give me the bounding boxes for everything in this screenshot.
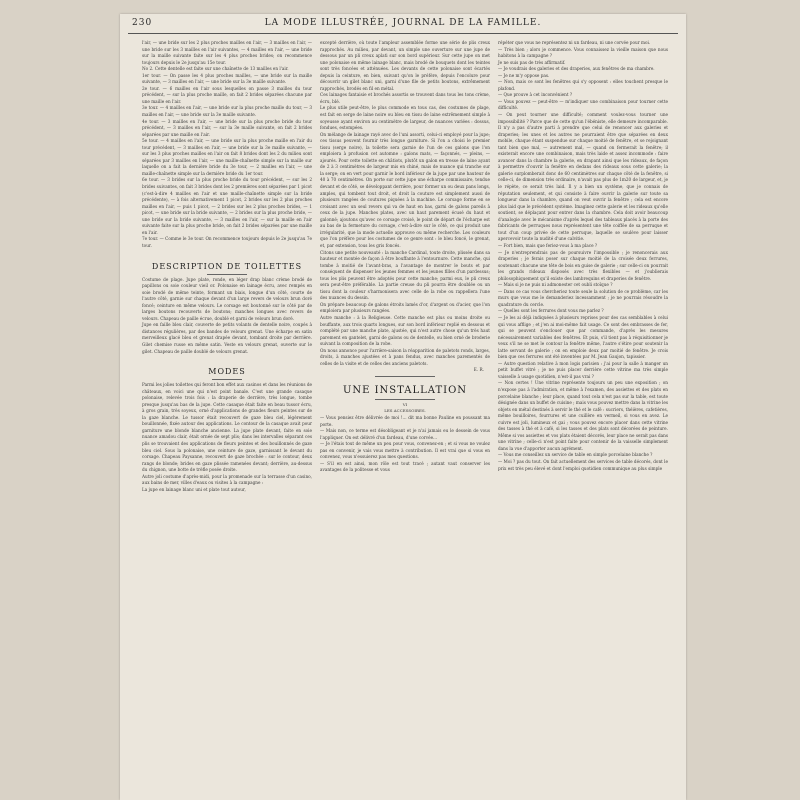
column-middle bbox=[320, 40, 490, 474]
paragraph: — S'il en est ainsi, mon rôle est tout tracé ; autant vaut conserver les avantages de la politesse et vous bbox=[320, 460, 490, 473]
paragraph: 6e tour. — 3 brides sur la plus proche bride du tour précédent, — sur les 2 brides suivantes, on fait 3 brides dont les 2 premières sont séparées par 1 picot (c'est-à-dire 4 mailles en l'air et une maille-chaînette simple sur la bride précédente), — à fois alternativement 1 picot, 2 brides sur les 2 plus proches mailles en l'air, — puis 1 picot, — 2 brides sur les 2 plus proches brides, — 1 picot, — une bride sur la bride suivante, — 2 brides sur la plus proche bride, — une bride sur la bride suivante, — 3 mailles en l'air, — sur la maille en l'air suivante faite sur la plus proche bride, on fait 2 brides séparées par une maille en l'air. bbox=[142, 177, 312, 235]
paragraph: — Je n'entreprendrais pas de poursuivre l'impossible ; je renoncerais aux draperies ; je ferais poser sur chaque moitié de la croisée deux ferrures, soutenant chacune une tête de bois en guise de galerie ; sur celle-ci on pourrait les grands rideaux disposés avec très flexibles — et j'oublierais philosophiquement qu'il existe des lambrequins et draperies de fenêtre. bbox=[498, 249, 669, 281]
signature: E. R. bbox=[473, 367, 484, 373]
paragraph: — Non certes ! Une vitrine représente toujours un peu une exposition ; on n'expose pas à l'admiration, et même à l'examen, des assiettes et des plats en porcelaine blanche ; leur place, quand tout cela n'est pas sur la table, est toute désignée dans un buffet de cuisine ; mais vous pouvez mettre dans la vitrine les objets en métal destinés à servir le thé et le café : sucriers, théières, cafetières, même bouilloires, fourrures et une cuillère en vermeil, si vous en avez. Le cuivre est joli, lumineux et gai ; vous pouvez encore placer dans cette vitrine des tasses à thé et à café, si les tasses et des plats sont décorées de peinture. Même si vos assiettes et vos plats étaient décorés, leur place ne serait pas dans une vitrine ; celle-ci n'est point faite pour contenir de la vaisselle simplement dans la vue d'apporter aucun agrément. bbox=[498, 380, 668, 451]
paragraph: — Autre question relative à mon logis parisien : j'ai pour la salle à manger un petit buffet vitré ; je ne puis placer derrière cette vitrine ma très simple vaisselle à usage quotidien, n'est-il pas vrai ? bbox=[498, 360, 668, 379]
section-title-toilettes: DESCRIPTION DE TOILETTES bbox=[151, 261, 303, 271]
section-title-installation: UNE INSTALLATION bbox=[342, 384, 468, 396]
newspaper-page bbox=[120, 14, 686, 800]
paragraph: — Je voudrais des galeries et des draperies, aux fenêtres de ma chambre. bbox=[498, 66, 655, 72]
paragraph: 3e tour. — 4 mailles en l'air, — une bride sur la plus proche maille du tour, — 3 mailles en l'air, — une bride sur la 3e maille suivante. bbox=[142, 105, 312, 118]
paragraph: On mélange de lainage rayé avec de l'uni assorti, celui-ci employé pour la jupe; ces tissus peuvent fournir très longue garniture. Si l'on a choisi le premier tissu (serge noire), la toilette sera garnie de l'un de ces galons que l'on emploiera à profusion cet automne : galons mats, — façonnés, — pleins, — ajourés. Pour cette toilette en châtiots, plutôt un galon en tresse de laine ayant de 2 à 3 centimètres de largeur mis en chiné, mais de nuance qui tranche sur la serge; on en vert pour garnir le bord inférieur de la jupe par une hauteur de 40 à 70 centimètres. On porte sur cette jupe une écharpe commissaire, tendue devant et de côté, se développant derrière, pour former un ou deux pans longs, amples, qui tombent tout droit, et droit la couture est simplement aussi de plusieurs rangées de coutures piquées à la machine. Le corsage forme en se croisant avec un seul revers qui va de haut en bas, garni de galons pareils à ceux de la jupe. Manches plates, avec un haut parement écusé du haut et galonné; ajoutons qu'avec ce corsage croisé, le point de départ de l'écharpe est au bas de la fermeture du corsage, c'est-à-dire sur le côté, ce qui produit une irrégularité, que la mode actuelle approuve ou même recherche. Les couleurs que l'on préfère pour les costumes de ce genre sont : le bleu foncé, le grenat, et, par extension, tous les gris foncés. bbox=[320, 131, 490, 248]
paragraph: Je ne suis pas de très affirmatif. bbox=[498, 59, 566, 65]
paragraph: — Je l'étais tout de même un peu pour vous, convenez-en ; et si vous ne voulez pas en convenir, je vais vous mettre à contribution. Il est vrai que si vous en convenez, vous n'essuierez pas mes questions. bbox=[320, 441, 490, 460]
paragraph: 7e tour. — Comme le 3e tour. On recommence toujours depuis le 2e jusqu'au 7e tour. bbox=[142, 236, 312, 248]
paragraph: Le plus utile peut-être, le plus commode en tous cas, des costumes de plage, est fait en serge de laine noire ou bleu en tissu de laine extrêmement simple à soyeusse ayant environ au centimètre de largeur, de nuances variées : dossus, fondues, estompées. bbox=[320, 105, 490, 131]
paragraph: 5e tour. — 4 mailles en l'air, — une bride sur la plus proche maille en l'air du tour précédent, — 3 mailles en l'air, — une bride sur la 3e maille suivante, — sur les 3 plus proches mailles en l'air on fait 8 brides dont les 2 du milieu sont séparées par 3 mailles en l'air, — une maille-chaînette simple sur la maille sur laquelle on a fait la dernière bride du 3e tour, — 2 mailles en l'air, — une maille-chaînette simple sur la dernière bride du 1er tour. bbox=[142, 138, 312, 176]
paragraph: — Quelles sont les ferrures dont vous me parlez ? bbox=[498, 308, 604, 314]
chapter-subtitle: LES ACCESSOIRES. bbox=[384, 408, 426, 414]
paragraph: Ces lainages fantaisie et brochés assortis se trouvent dans tous les tons crème, écru, blé. bbox=[320, 92, 490, 104]
paragraph: On nous annonce pour l'arrière-saison la réapparition de paletots ronds, larges, droits, à manches ajustées et à pans fendus, avec manches parementés de celles de la visite et de celles des anciens paletots. bbox=[320, 347, 490, 366]
paragraph: — Mais non, ce terme est désobligeant et je n'ai jamais eu le dessein de vous l'appliquer. On est délivré d'un fardeau, d'une corvée... bbox=[320, 428, 490, 440]
paragraph: — Fort bien, mais que feriez-vous à ma place ? bbox=[498, 242, 598, 248]
paragraph: No 2. Cette dentelle est faite sur une chaînette de 13 mailles en l'air. bbox=[142, 66, 289, 72]
paragraph: — Mais si je ne puis ni admonester cet oubli stoïque ? bbox=[498, 282, 613, 288]
paragraph: — Je les ai déjà indiquées à plusieurs reprises pour des cas semblables à celui qui vous afflige ; et j'en ai moi-même fait usage. Ce sont des embrasses de fer, qui se peuvent s'enclouer que par commande, d'après les mesures nécessairement variables des fenêtres. Et puis, s'il tient pas à réquisitionner je veux s'il ne se met le contour la fenêtre même, l'autre s'étire pour soutenir la latte servant de galerie ; on en emploie deux par moitié de fenêtre. Je crois bien que ces ferrures ont été inventées par M. Jean Gaujon, tapissier. bbox=[498, 314, 668, 360]
paragraph: La jupe en lainage blanc uni et plate tout autour, bbox=[142, 486, 246, 492]
header-rule bbox=[128, 33, 678, 34]
paragraph: — Moi ? pas du tout. On fait actuellement des services de table décorés, dont le prix est très peu élevé et dont l'emploi quotidien communique au plus simple bbox=[498, 459, 668, 471]
paragraph: Costume de plage. Jupe plate, ronde, en léger drap blanc crème brodé de papillons ou soie couleur vieil or. Polonaise en lainage écru, avec rempés en soie brodé de même teinte, formant un biais, longue d'un côté, courte de l'autre côté, garnie sur chaque devant d'un large revers de velours brun doré foncé; ceinture en même velours. Le corsage est boutonné sur le côté par de larges boutons recouverts de boutons; manches longues avec revers de velours. Chapeau de paille écrue, doublé et garni de velours brun doré. bbox=[142, 276, 312, 321]
chapter-number: VI bbox=[402, 401, 408, 407]
page-header bbox=[128, 18, 678, 32]
section-rule bbox=[375, 399, 435, 400]
column-right bbox=[498, 40, 668, 472]
column-left bbox=[142, 40, 312, 493]
paragraph: — On peut tourner une difficulté; comment voulez-vous tourner une impossibilité ? Parce que de cette qu'un l'ébéniste, elle demeure incomparable. Il n'y a pas d'autre parti à prendre que celui de renoncer aux galeries et draperies; les unes et les autres ne pourraient être que séparées en deux mobile, chaque étant suspendue sur chaque moitié de fenêtre, et se rejoignant tant bien que mal, — autrement mal, — quand on fermerait la fenêtre; il existerait encore une combinaison, mais très laide et assez incommode : faire avancer dans la chambre la galerie, en drapant ainsi que les rideaux, de façon à permettre d'ouvrir la fenêtre en dedans des rideaux sous cette galerie; la galerie surplomberait donc de 60 centimètres sur chaque côté de la fenêtre, si celle-ci, de dimension très ordinaire, n'avait pas plus de 1m20 de largeur, et, je le répète, ce serait très laid. Il y a bien un système, que je connais de réputation seulement, et qui consiste à faire ouvrir la galerie sur toute sa longueur dans la chambre, quand on veut ouvrir la fenêtre ; cela est encore plus laid que le précédent système. Imaginez cette galerie et les rideaux qu'elle soutient, se déplaçant pour entrer dans la chambre. Cela doit avoir beaucoup d'analogie avec le mécanisme d'après lequel des tableaux placés à la porte des fabricants de perruques nous représentent une tête coiffée de sa perruque et tout d'un coup privée de cette perruque, laquelle se soulève pour laisser apercevoir toute la nudité d'une calvitie. bbox=[498, 112, 668, 242]
paragraph: — Je ne m'y oppose pas. bbox=[498, 72, 550, 78]
paragraph: — Vous me conseillez un service de table en simple porcelaine blanche ? bbox=[498, 452, 653, 458]
section-rule bbox=[207, 274, 247, 275]
section-rule bbox=[375, 376, 435, 377]
paragraph: — Vous pouvez — peut-être — m'indiquer une combinaison pour tourner cette difficulté. bbox=[498, 98, 668, 111]
section-title-modes: MODES bbox=[208, 367, 246, 377]
section-rule bbox=[212, 379, 242, 380]
paragraph: Jupe en faille bleu clair, couverte de petits volants de dentelle noire, coupés à distances régulières, par des bandes de velours grenat. Une écharpe en satin merveilleux glacé bleu et grenat drapée devant, tombant droite par derrière. Gilet chemise russe en même satin. Veste en velours grenat, ouverte sur le gilet. Chapeau de paille doublé de velours grenat. bbox=[142, 322, 312, 354]
paragraph: excepté derrière, où toute l'ampleur assemblée forme une série de plis creux rapprochés. Au milieu, par devant, un simple une ouverture sur une jupe de dessous par un pli creux aplati sur son bord supérieur. Sur cette jupe on met une polonaise en même lainage blanc, mais brodé de bouquets dont les teintes sont très foncées et atténuées. Les devants de cette polonaise sont écartés depuis la ceinture, en bien, suivant qu'on le préfère, depuis l'encolure pour découvrir un gilet blanc uni, garni d'une file de petits boutons, extrêmement rapprochés, brodés en fil en métal. bbox=[320, 40, 490, 91]
paragraph: 2e tour. — 6 mailles en l'air sous lesquelles on passe 3 mailles du tour précédent, — sur la plus proche maille, on fait 2 brides séparées chacune par une maille en l'air. bbox=[142, 85, 312, 104]
paragraph: Parmi les jolies toilettes qui feront bon effet aux casinos et dans les réunions de châteaux, en voici une qui n'est point banale. C'est une grande casaque polonaise, relevée trois fois : la draperie de derrière, très longue, tombe presque jusqu'au bas de la jupe. Cette casaque était faite en beau tussor écru, à gros grain, très soyeux, orné d'applications de grandes fleurs peintes sur de la gaze blanche. Le tussor était recouvert de gaze bleu ciel, légèrement bouillonnée, fixée autour des applications. Le contour de la casaque avait pour garniture une blonde blanche ancienne. La jupe plate devant, faite en soie nuance amadou clair, était ornée de sept plis; dans les intervalles séparant ces plis se trouvaient des applications de fleurs peintes et des bouillonnés de gaze bleu ciel. Sous la polonaise, une ceinture de gaze, garnissant le devant du corsage. Chapeau Paysanne, recouvert de gaze brochée : sur le contour, deux rangs de blonde; brides en gaze plissée ramenées devant; derrière, au-dessus du chignon, une botte de trèfle posée droite. bbox=[142, 382, 312, 473]
paragraph: Autre manche : à la Religieuse. Cette manche est plus ou moins droite ou bouffante, aux trois quarts longues, sur son bord inférieur replié en dessous et complété par une manche plate, ajustée, qui n'est autre chose qu'un très haut parement en gantelet, garni de galons ou de dentelle, ou bien orné de broderie suivant la composition de la robe. bbox=[320, 314, 490, 347]
paragraph: — Non, mais ce sont les fenêtres qui s'y opposent : elles touchent presque le plafond. bbox=[498, 79, 668, 91]
journal-title: LA MODE ILLUSTRÉE, JOURNAL DE LA FAMILLE. bbox=[264, 18, 542, 28]
paragraph: répéter que vous ne représentez ni un fardeau, ni une corvée pour moi. bbox=[498, 40, 651, 45]
paragraph: — Que prouve à cet inconvénient ? bbox=[498, 92, 573, 98]
paragraph: — Dans ce cas vous chercheriez toute seule la solution de ce problème, car les murs que vous me le demanderiez incessamment ; je ne pourrais résoudre la quadrature du cercle. bbox=[498, 288, 668, 307]
paragraph: On prépare beaucoup de galons étroits lamés d'or, d'argent ou d'acier, que l'on emploiera par plusieurs rangées. bbox=[320, 301, 490, 314]
paragraph: 4e tour. — 3 mailles en l'air, — une bride sur la plus proche bride du tour précédent, — 3 mailles en l'air, — sur la 3e maille suivante, on fait 2 brides séparées par une maille en l'air. bbox=[142, 118, 312, 137]
paragraph: Autre joli costume d'après-midi, pour la promenade sur la terrasse d'un casino, aux bains de mer, villes d'eaux ou visites à la campagne : bbox=[142, 473, 312, 486]
paragraph: l'air, — une bride sur les 2 plus proches mailles en l'air, — 3 mailles en l'air, — une bride sur les 3 mailles en l'air suivantes, — 4 mailles en l'air, — une bride sur la maille suivante faite sur les 4 plus proches brides; on recommence toujours depuis le 2e jusqu'au 15e tour. bbox=[142, 40, 312, 65]
page-number: 230 bbox=[132, 18, 153, 28]
paragraph: 1er tour. — On passe les 4 plus proches mailles, — une bride sur la maille suivante, — 3 mailles en l'air, — une bride sur la 3e maille suivante. bbox=[142, 72, 312, 85]
paragraph: — Très bien ; alors je commence. Vous connaissez la vieille maison que nous habitons à la campagne ? bbox=[498, 46, 668, 59]
paragraph: Citons une petite nouveauté : la manche Cardinal, toute droite, plissée dans sa hauteur et montée de façon à être bouffante à l'entournure. Cette manche, qui tombe à moitié de l'avant-bras, a l'avantage de montrer le bouts et par conséquent de dispenser les jeunes femmes et les jeunes filles d'un pardessus; tous les plis peuvent être adoptés pour cette manche; parmi eux, le pli creux sera peut-être préférable. La partie creuse du pli pourra être doublée ou un tissu dont la couleur s'harmonisera avec celle de la robe ou rappellera l'une des nuances du dessin. bbox=[320, 249, 490, 301]
paragraph: — Vous pensiez être délivrée de moi !... dit ma bonne Pauline en poussant ma porte. bbox=[320, 414, 490, 427]
